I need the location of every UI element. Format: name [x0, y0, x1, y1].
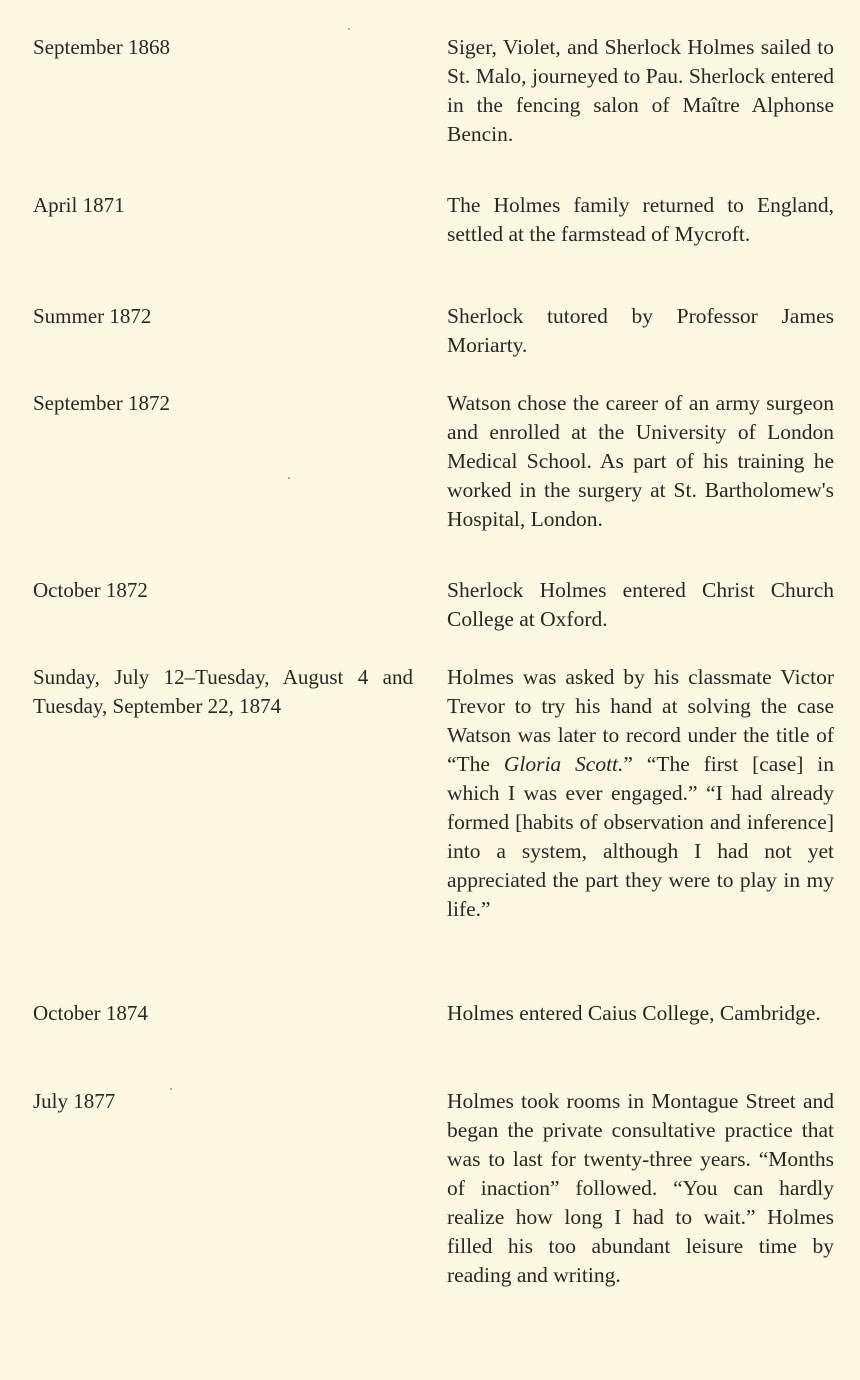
entry-description [447, 663, 834, 924]
entry-description: Sherlock Holmes entered Christ Church College at Oxford. [447, 578, 834, 631]
case-title-italic: Gloria Scott. [503, 752, 624, 776]
entry-description: Watson chose the career of an army surgeon and enrolled at the University of London Medical School. As part of his training he worked in the surgery at St. Bartholomew's Hospital, London. [447, 391, 834, 531]
entry-date: October 1874 [33, 1001, 148, 1025]
paper-speck [348, 28, 350, 30]
entry-description: Sherlock tutored by Professor James Moriarty. [447, 304, 834, 357]
entry-date: Summer 1872 [33, 304, 152, 328]
entry-date: July 1877 [33, 1089, 116, 1113]
entry-date: Sunday, July 12–Tuesday, August 4 and Tuesday, September 22, 1874 [33, 665, 413, 718]
paper-speck [170, 1088, 172, 1090]
entry-date: April 1871 [33, 193, 125, 217]
entry-date: September 1872 [33, 391, 171, 415]
entry-text-part: ” “The first [case] in which I was ever engaged.” “I had already formed [habits of observation and inference] into a system, although I had not yet appreciated the part they were to play in my life.” [447, 752, 834, 921]
entry-description: Siger, Violet, and Sherlock Holmes sailed to St. Malo, journeyed to Pau. Sherlock entered in the fencing salon of Maître Alphonse Bencin. [447, 35, 834, 146]
entry-text-part: Holmes was asked by his classmate Victor Trevor to try his hand at solving the case Watson was later to record under the title of “The [447, 665, 834, 776]
entry-date: October 1872 [33, 578, 148, 602]
entry-description: Holmes took rooms in Montague Street and began the private consultative practice that was to last for twenty-three years. “Months of inaction” followed. “You can hardly realize how long I had to wait.” Holmes filled his too abundant leisure time by reading and writing. [447, 1089, 834, 1287]
entry-description: The Holmes family returned to England, settled at the farmstead of Mycroft. [447, 193, 834, 246]
entry-date: September 1868 [33, 35, 171, 59]
entry-description: Holmes entered Caius College, Cambridge. [447, 1001, 821, 1025]
paper-speck [288, 477, 290, 479]
